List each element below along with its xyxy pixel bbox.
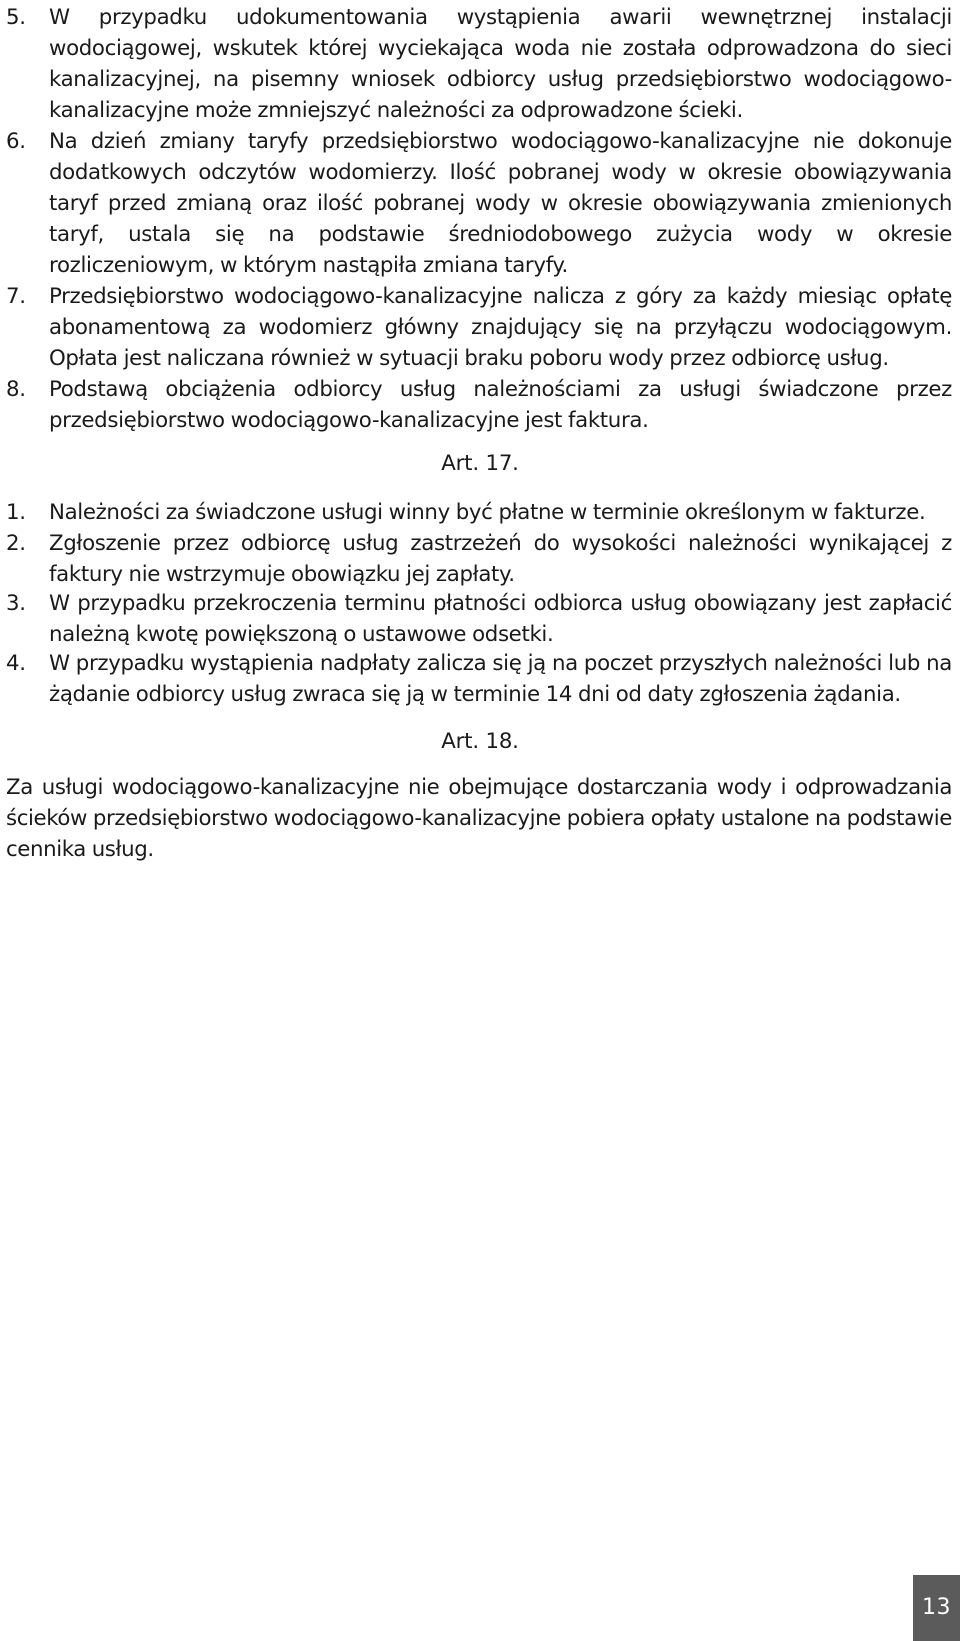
list-item [6,2,952,126]
page-number: 13 [913,1575,960,1641]
item-text: Należności za świadczone usługi winny być płatne w terminie określonym w fakturze. [49,500,926,525]
item-number: 5. [6,5,26,30]
item-number: 8. [6,377,26,402]
article-17-heading: Art. 17. [441,451,519,476]
item-text: Podstawą obciążenia odbiorcy usług należnościami za usługi świadczone przez przedsiębiorstwo wodociągowo-kanalizacyjne jest faktura. [49,377,952,433]
article-18-paragraph: Za usługi wodociągowo-kanalizacyjne nie obejmujące dostarczania wody i odprowadzania ścieków przedsiębiorstwo wodociągowo-kanalizacyjne pobiera opłaty ustalone na podstawie cennika usług. [6,775,952,862]
list-item [6,648,952,710]
article-18-heading: Art. 18. [441,729,519,754]
item-number: 3. [6,591,26,616]
list-item [6,497,952,528]
item-number: 1. [6,500,26,525]
item-number: 7. [6,284,26,309]
list-item [6,528,952,590]
list-item [6,374,952,436]
list-item [6,126,952,281]
item-text: W przypadku udokumentowania wystąpienia awarii wewnętrznej instalacji wodociągowej, wskutek której wyciekająca woda nie została odprowadzona do sieci kanalizacyjnej, na pisemny wniosek odbiorcy usług przedsiębiorstwo wodociągowo-kanalizacyjne może zmniejszyć należności za odprowadzone ścieki. [49,5,952,123]
list-item [6,588,952,650]
item-text: Zgłoszenie przez odbiorcę usług zastrzeżeń do wysokości należności wynikającej z faktury nie wstrzymuje obowiązku jej zapłaty. [49,531,952,587]
item-number: 4. [6,651,26,676]
item-number: 6. [6,129,26,154]
item-text: W przypadku wystąpienia nadpłaty zalicza się ją na poczet przyszłych należności lub na żądanie odbiorcy usług zwraca się ją w terminie 14 dni od daty zgłoszenia żądania. [49,651,952,707]
list-item [6,281,952,374]
item-text: W przypadku przekroczenia terminu płatności odbiorca usług obowiązany jest zapłacić należną kwotę powiększoną o ustawowe odsetki. [49,591,952,647]
item-number: 2. [6,531,26,556]
item-text: Przedsiębiorstwo wodociągowo-kanalizacyjne nalicza z góry za każdy miesiąc opłatę abonamentową za wodomierz główny znajdujący się na przyłączu wodociągowym. Opłata jest naliczana również w sytuacji braku poboru wody przez odbiorcę usług. [49,284,952,371]
item-text: Na dzień zmiany taryfy przedsiębiorstwo wodociągowo-kanalizacyjne nie dokonuje dodatkowych odczytów wodomierzy. Ilość pobranej wody w okresie obowiązywania taryf przed zmianą oraz ilość pobranej wody w okresie obowiązywania zmienionych taryf, ustala się na podstawie średniodobowego zużycia wody w okresie rozliczeniowym, w którym nastąpiła zmiana taryfy. [49,129,952,278]
